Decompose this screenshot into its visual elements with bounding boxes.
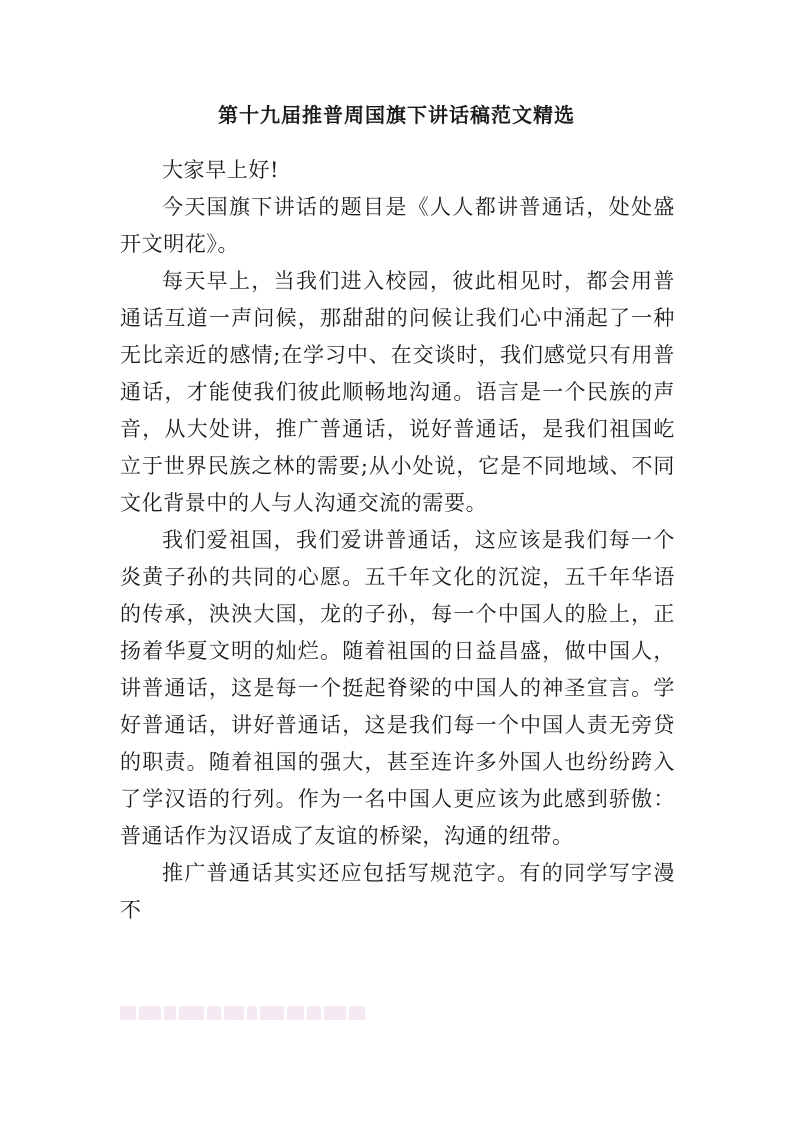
topic-paragraph: 今天国旗下讲话的题目是《人人都讲普通话，处处盛开文明花》。: [120, 195, 675, 256]
greeting-paragraph: 大家早上好!: [162, 158, 280, 182]
document-body: [120, 152, 675, 929]
faded-watermark: [120, 1004, 365, 1022]
document-title: 第十九届推普周国旗下讲话稿范文精选: [218, 103, 575, 127]
body-paragraph-3: 推广普通话其实还应包括写规范字。有的同学写字漫不: [120, 861, 675, 922]
body-paragraph-1: 每天早上，当我们进入校园，彼此相见时，都会用普通话互道一声问候，那甜甜的问候让我们心中涌起了一种无比亲近的感情;在学习中、在交谈时，我们感觉只有用普通话，才能使我们彼此顺畅地沟通。语言是一个民族的声音，从大处讲，推广普通话，说好普通话，是我们祖国屹立于世界民族之林的需要;从小处说，它是不同地域、不同文化背景中的人与人沟通交流的需要。: [120, 269, 675, 515]
body-paragraph-2: 我们爱祖国，我们爱讲普通话，这应该是我们每一个炎黄子孙的共同的心愿。五千年文化的沉淀，五千年华语的传承，泱泱大国，龙的子孙，每一个中国人的脸上，正扬着华夏文明的灿烂。随着祖国的日益昌盛，做中国人，讲普通话，这是每一个挺起脊梁的中国人的神圣宣言。学好普通话，讲好普通话，这是我们每一个中国人责无旁贷的职责。随着祖国的强大，甚至连许多外国人也纷纷跨入了学汉语的行列。作为一名中国人更应该为此感到骄傲：普通话作为汉语成了友谊的桥梁，沟通的纽带。: [120, 528, 675, 848]
